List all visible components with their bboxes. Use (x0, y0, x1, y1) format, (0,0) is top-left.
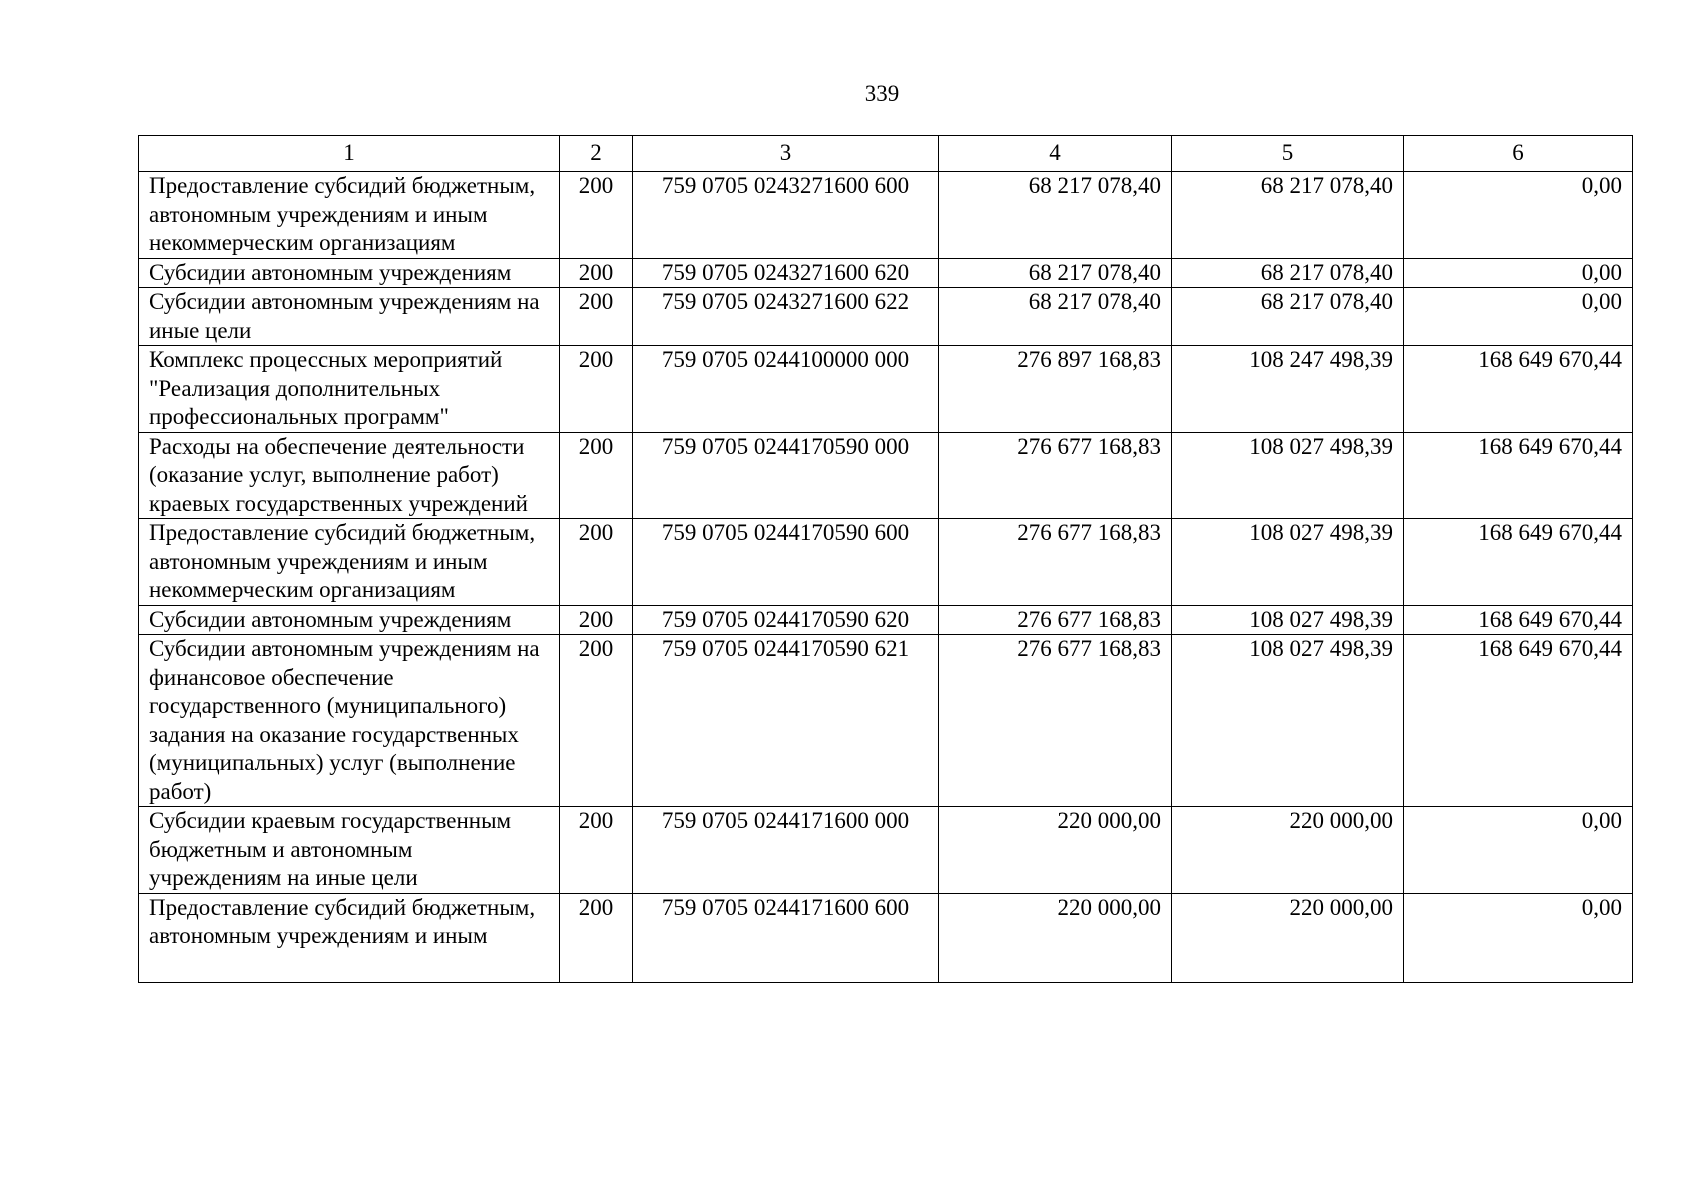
row-line-code: 200 (560, 635, 633, 807)
page-number: 339 (864, 81, 900, 106)
row-unexecuted-amount: 0,00 (1404, 807, 1633, 894)
row-approved-amount: 220 000,00 (939, 807, 1172, 894)
table-row (139, 288, 1633, 346)
table-row (139, 519, 1633, 606)
row-approved-amount: 220 000,00 (939, 893, 1172, 982)
column-number-row (139, 136, 1633, 172)
row-name: Комплекс процессных мероприятий "Реализация дополнительных профессиональных программ" (139, 346, 560, 433)
row-name: Предоставление субсидий бюджетным, автономным учреждениям и иным некоммерческим организациям (139, 519, 560, 606)
row-executed-amount: 68 217 078,40 (1172, 288, 1404, 346)
row-budget-classification-code: 759 0705 0243271600 620 (633, 258, 939, 288)
row-approved-amount: 276 677 168,83 (939, 635, 1172, 807)
row-executed-amount: 220 000,00 (1172, 893, 1404, 982)
row-name: Субсидии краевым государственным бюджетным и автономным учреждениям на иные цели (139, 807, 560, 894)
column-number-2: 2 (560, 136, 633, 172)
row-approved-amount: 276 677 168,83 (939, 432, 1172, 519)
table-row (139, 605, 1633, 635)
budget-execution-table (138, 135, 1633, 983)
row-line-code: 200 (560, 893, 633, 982)
table-row (139, 432, 1633, 519)
row-unexecuted-amount: 168 649 670,44 (1404, 635, 1633, 807)
row-line-code: 200 (560, 807, 633, 894)
row-line-code: 200 (560, 258, 633, 288)
table-row (139, 807, 1633, 894)
row-budget-classification-code: 759 0705 0244171600 000 (633, 807, 939, 894)
row-unexecuted-amount: 0,00 (1404, 893, 1633, 982)
row-name: Субсидии автономным учреждениям (139, 258, 560, 288)
row-unexecuted-amount: 168 649 670,44 (1404, 605, 1633, 635)
table-row (139, 893, 1633, 982)
row-executed-amount: 108 027 498,39 (1172, 605, 1404, 635)
row-name: Расходы на обеспечение деятельности (оказание услуг, выполнение работ) краевых государственных учреждений (139, 432, 560, 519)
column-number-1: 1 (139, 136, 560, 172)
row-name: Субсидии автономным учреждениям на финансовое обеспечение государственного (муниципального) задания на оказание государственных (муниципальных) услуг (выполнение работ) (139, 635, 560, 807)
row-unexecuted-amount: 168 649 670,44 (1404, 432, 1633, 519)
row-unexecuted-amount: 0,00 (1404, 172, 1633, 259)
row-executed-amount: 68 217 078,40 (1172, 258, 1404, 288)
table-row (139, 346, 1633, 433)
row-budget-classification-code: 759 0705 0243271600 622 (633, 288, 939, 346)
row-executed-amount: 108 027 498,39 (1172, 519, 1404, 606)
row-unexecuted-amount: 0,00 (1404, 288, 1633, 346)
row-approved-amount: 276 897 168,83 (939, 346, 1172, 433)
row-line-code: 200 (560, 346, 633, 433)
row-executed-amount: 108 027 498,39 (1172, 432, 1404, 519)
row-line-code: 200 (560, 519, 633, 606)
row-line-code: 200 (560, 605, 633, 635)
row-name: Предоставление субсидий бюджетным, автономным учреждениям и иным (139, 893, 560, 982)
row-budget-classification-code: 759 0705 0243271600 600 (633, 172, 939, 259)
row-unexecuted-amount: 168 649 670,44 (1404, 346, 1633, 433)
row-line-code: 200 (560, 432, 633, 519)
row-executed-amount: 220 000,00 (1172, 807, 1404, 894)
row-budget-classification-code: 759 0705 0244100000 000 (633, 346, 939, 433)
table-row (139, 635, 1633, 807)
row-executed-amount: 68 217 078,40 (1172, 172, 1404, 259)
row-approved-amount: 68 217 078,40 (939, 258, 1172, 288)
row-unexecuted-amount: 168 649 670,44 (1404, 519, 1633, 606)
row-name: Предоставление субсидий бюджетным, автономным учреждениям и иным некоммерческим организациям (139, 172, 560, 259)
row-budget-classification-code: 759 0705 0244170590 600 (633, 519, 939, 606)
table-row (139, 258, 1633, 288)
row-name: Субсидии автономным учреждениям на иные цели (139, 288, 560, 346)
row-budget-classification-code: 759 0705 0244170590 620 (633, 605, 939, 635)
column-number-5: 5 (1172, 136, 1404, 172)
column-number-4: 4 (939, 136, 1172, 172)
row-budget-classification-code: 759 0705 0244171600 600 (633, 893, 939, 982)
row-budget-classification-code: 759 0705 0244170590 000 (633, 432, 939, 519)
row-line-code: 200 (560, 172, 633, 259)
column-number-6: 6 (1404, 136, 1633, 172)
row-unexecuted-amount: 0,00 (1404, 258, 1633, 288)
row-approved-amount: 276 677 168,83 (939, 519, 1172, 606)
row-approved-amount: 276 677 168,83 (939, 605, 1172, 635)
row-approved-amount: 68 217 078,40 (939, 172, 1172, 259)
table-row (139, 172, 1633, 259)
row-budget-classification-code: 759 0705 0244170590 621 (633, 635, 939, 807)
column-number-3: 3 (633, 136, 939, 172)
row-line-code: 200 (560, 288, 633, 346)
row-executed-amount: 108 247 498,39 (1172, 346, 1404, 433)
row-executed-amount: 108 027 498,39 (1172, 635, 1404, 807)
row-name: Субсидии автономным учреждениям (139, 605, 560, 635)
row-approved-amount: 68 217 078,40 (939, 288, 1172, 346)
